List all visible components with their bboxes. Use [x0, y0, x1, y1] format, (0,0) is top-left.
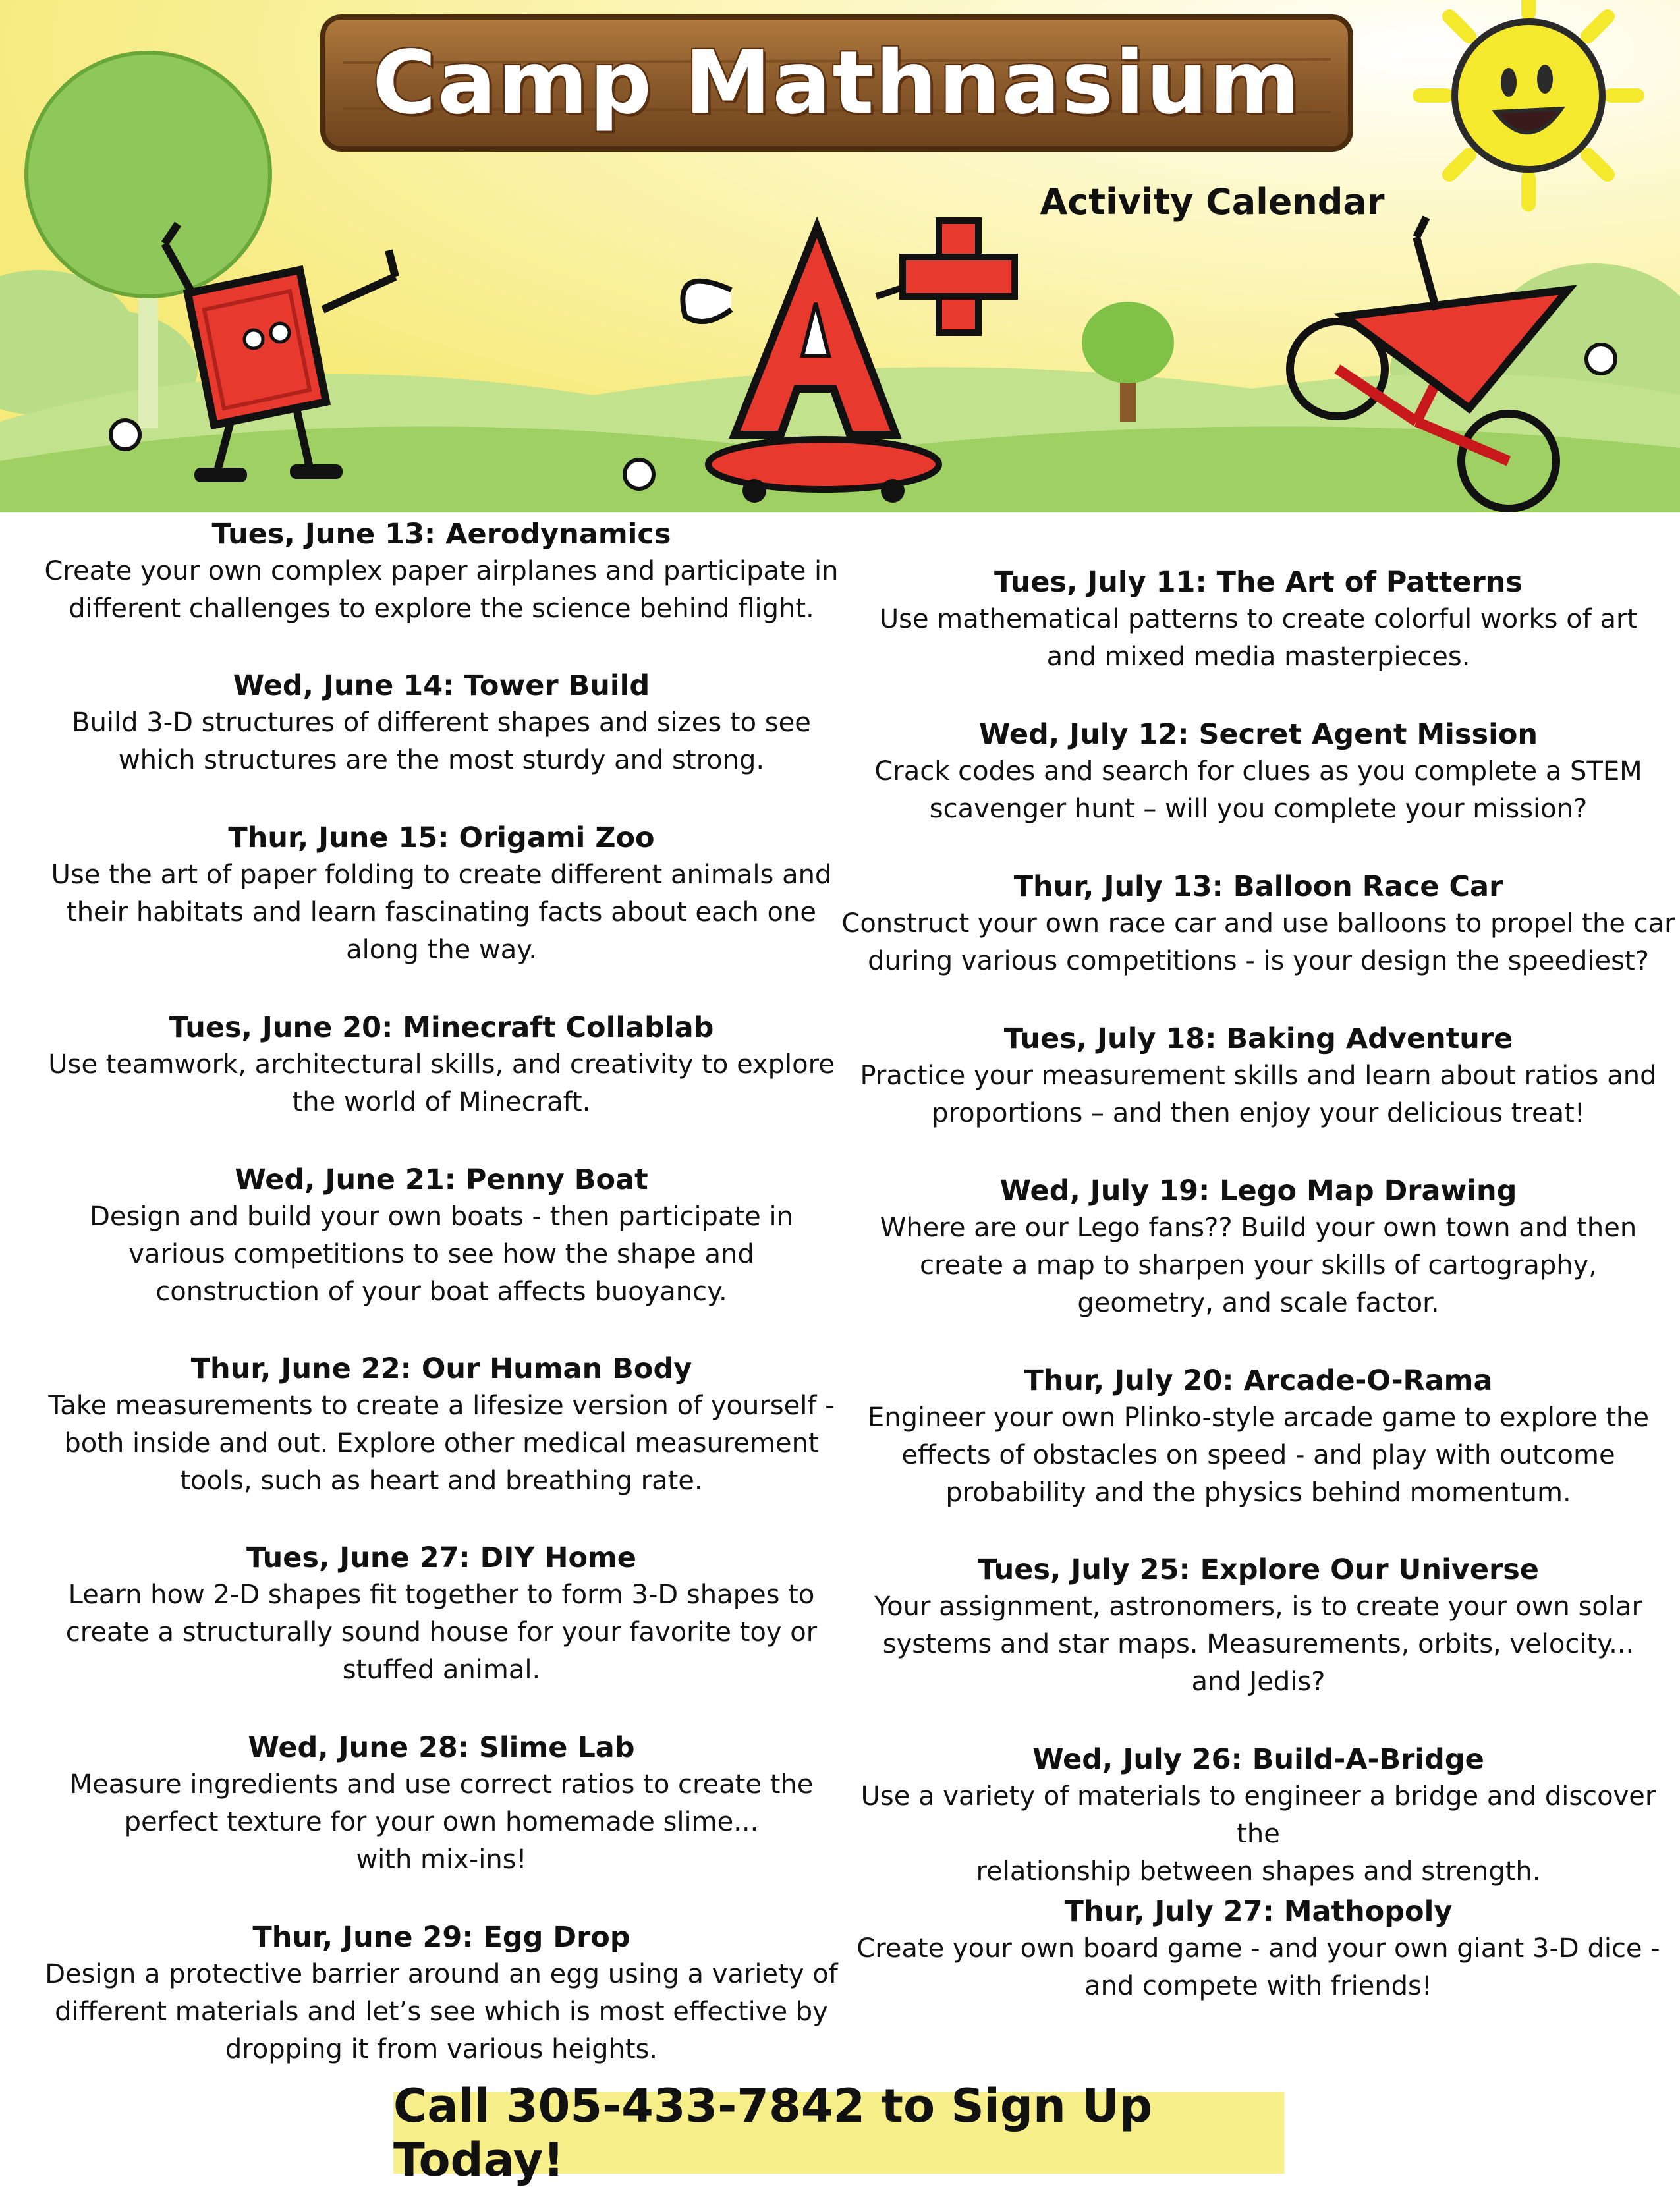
activity-description: Create your own board game - and your own giant 3-D dice - and compete with friends! — [856, 1933, 1660, 2001]
activity-description: Design and build your own boats - then participate in various competitions to see how the shape and construction of your boat affects buoyancy. — [90, 1202, 793, 1307]
activity-title: Wed, June 14: Tower Build — [233, 669, 650, 702]
activity-item — [837, 564, 1680, 676]
activity-item — [837, 1741, 1680, 1891]
activity-description: Take measurements to create a lifesize version of yourself - both inside and out. Explore other medical measurement tools, such as heart and breathing rate. — [48, 1391, 835, 1496]
activity-item — [837, 1020, 1680, 1132]
activity-description: Build 3-D structures of different shapes and sizes to see which structures are the most sturdy and strong. — [72, 707, 811, 775]
activity-item — [837, 1893, 1680, 2005]
activity-item — [40, 516, 843, 628]
activity-item — [40, 1919, 843, 2068]
signup-call-to-action — [393, 2079, 1284, 2187]
activity-title: Tues, June 20: Minecraft Collablab — [169, 1011, 714, 1044]
activity-item — [40, 1009, 843, 1121]
activity-title: Wed, July 26: Build-A-Bridge — [1032, 1743, 1484, 1776]
activity-description: Measure ingredients and use correct ratios to create the perfect texture for your own homemade slime... with mix-ins! — [69, 1769, 814, 1875]
activity-item — [837, 1551, 1680, 1701]
activity-item — [40, 1161, 843, 1311]
activity-item — [40, 667, 843, 779]
activity-title: Thur, July 20: Arcade-O-Rama — [1024, 1364, 1493, 1397]
activity-item — [837, 1362, 1680, 1512]
activity-item — [40, 1350, 843, 1500]
activity-title: Thur, June 29: Egg Drop — [252, 1921, 630, 1954]
activity-description: Learn how 2-D shapes fit together to form 3-D shapes to create a structurally sound house for your favorite toy or stuffed animal. — [65, 1580, 818, 1685]
activity-description: Your assignment, astronomers, is to create your own solar systems and star maps. Measurements, orbits, velocity... and Jedis? — [874, 1592, 1642, 1697]
activity-description: Use the art of paper folding to create different animals and their habitats and learn fascinating facts about each one along the way. — [51, 860, 832, 965]
activity-title: Tues, June 13: Aerodynamics — [211, 518, 671, 551]
signup-phone-text: Call 305-433-7842 to Sign Up Today! — [393, 2079, 1153, 2187]
activity-title: Wed, June 28: Slime Lab — [248, 1731, 635, 1764]
activity-description: Create your own complex paper airplanes and participate in different challenges to explore the science behind flight. — [44, 556, 839, 624]
page-title: Camp Mathnasium — [372, 32, 1301, 134]
activity-description: Construct your own race car and use balloons to propel the car during various competitions - is your design the speediest? — [841, 908, 1675, 976]
activity-description: Use teamwork, architectural skills, and creativity to explore the world of Minecraft. — [48, 1049, 835, 1117]
activity-title: Tues, July 11: The Art of Patterns — [994, 566, 1523, 599]
activity-title: Tues, July 25: Explore Our Universe — [978, 1553, 1539, 1586]
page-subtitle: Activity Calendar — [1040, 181, 1385, 223]
activity-item — [40, 819, 843, 969]
activity-description: Use mathematical patterns to create colorful works of art and mixed media masterpieces. — [879, 604, 1638, 672]
activity-description: Use a variety of materials to engineer a bridge and discover the relationship between shapes and strength. — [860, 1781, 1656, 1887]
activity-description: Practice your measurement skills and learn about ratios and proportions – and then enjoy your delicious treat! — [860, 1061, 1657, 1128]
activity-item — [40, 1729, 843, 1879]
activity-item — [837, 1173, 1680, 1322]
activity-item — [837, 716, 1680, 828]
activity-description: Where are our Lego fans?? Build your own town and then create a map to sharpen your skills of cartography, geometry, and scale factor. — [880, 1213, 1637, 1318]
activity-description: Engineer your own Plinko-style arcade game to explore the effects of obstacles on speed - and play with outcome probability and the physics behind momentum. — [868, 1402, 1649, 1508]
activity-title: Thur, June 22: Our Human Body — [190, 1352, 692, 1385]
activity-description: Design a protective barrier around an egg using a variety of different materials and let’s see which is most effective by dropping it from various heights. — [45, 1959, 838, 2064]
activity-title: Thur, July 13: Balloon Race Car — [1013, 870, 1503, 903]
activity-title: Thur, June 15: Origami Zoo — [228, 821, 655, 854]
activity-title: Tues, July 18: Baking Adventure — [1003, 1022, 1513, 1055]
header-banner — [0, 0, 1680, 512]
activity-title: Wed, June 21: Penny Boat — [235, 1163, 648, 1196]
activity-item — [40, 1539, 843, 1689]
activity-title: Wed, July 12: Secret Agent Mission — [979, 718, 1538, 751]
activity-title: Tues, June 27: DIY Home — [246, 1541, 636, 1574]
activity-title: Thur, July 27: Mathopoly — [1064, 1895, 1453, 1928]
activity-title: Wed, July 19: Lego Map Drawing — [999, 1175, 1517, 1207]
activity-description: Crack codes and search for clues as you complete a STEM scavenger hunt – will you complete your mission? — [874, 756, 1642, 824]
activity-item — [837, 868, 1680, 980]
